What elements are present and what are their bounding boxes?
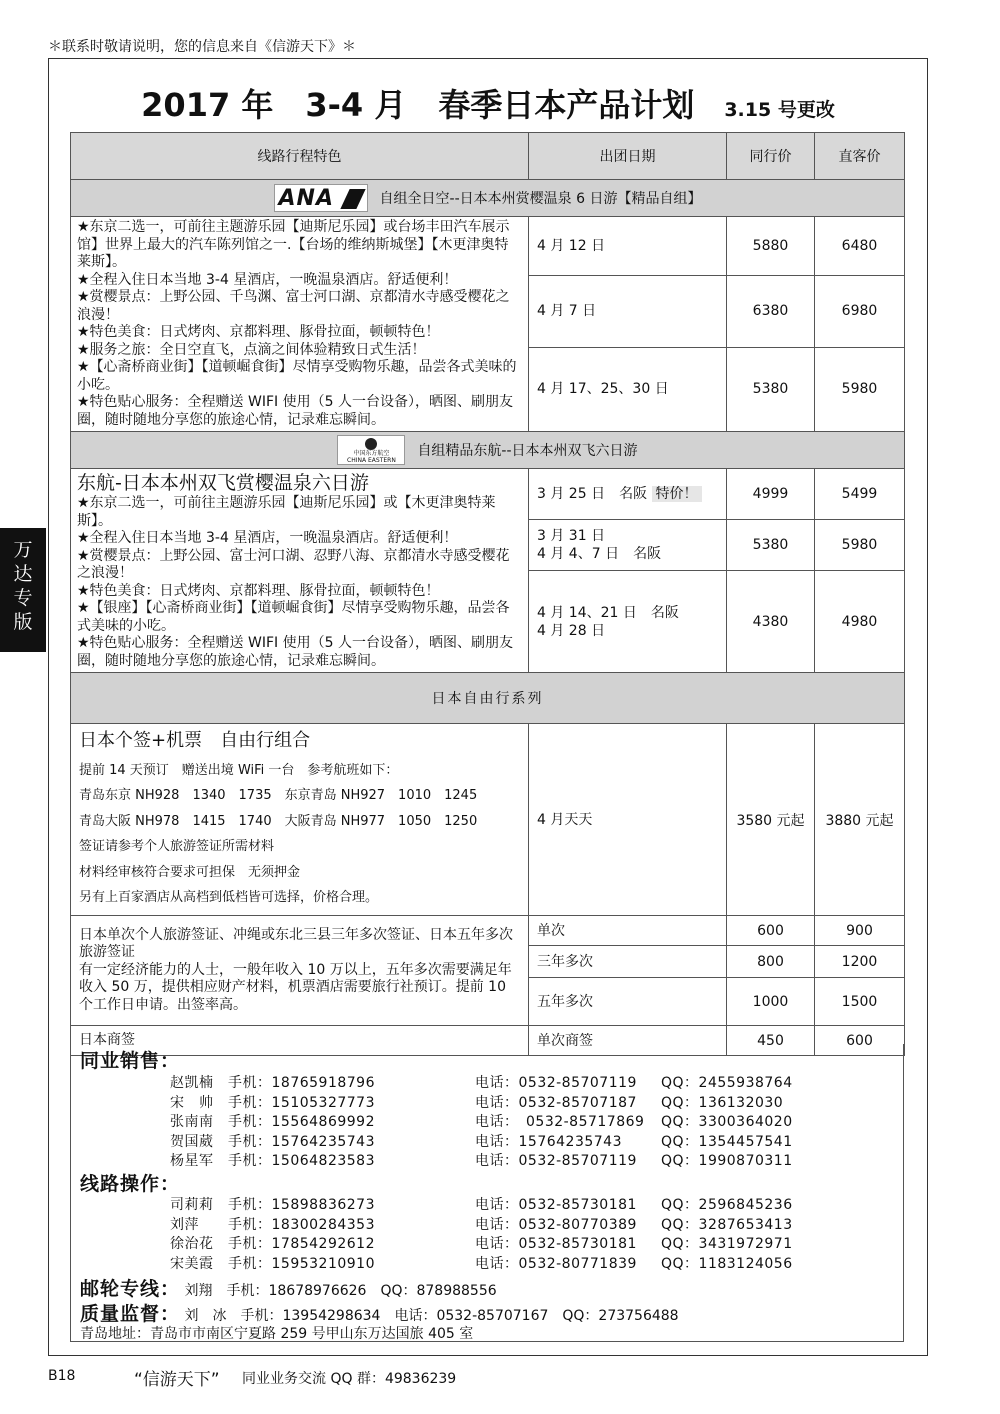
list-item: ★【银座】【心斋桥商业街】【道顿崛食街】尽情享受购物乐趣，品尝各式美味的小吃。 bbox=[77, 600, 510, 634]
visa-desc-2: 有一定经济能力的人士，一般年收入 10 万以上，五年多次需要满足年收入 50 万，提供相应财产材料，机票酒店需要旅行社预订。提前 10 个工作日申请。出签率高。 bbox=[79, 961, 512, 1013]
contact-row: 张南南 手机：15564869992 电话： 0532-85717869 QQ：3300364020 bbox=[170, 1114, 793, 1130]
table-row bbox=[71, 724, 905, 916]
ce-retail-2: 5980 bbox=[815, 520, 905, 571]
ana-trade-3: 5380 bbox=[727, 347, 815, 431]
special-price-tag: 特价！ bbox=[652, 486, 702, 502]
title-text: 2017 年 3-4 月 春季日本产品计划 bbox=[141, 86, 695, 124]
ops-title: 线路操作： bbox=[80, 1173, 181, 1195]
list-item: ★服务之旅：全日空直飞，点滴之间体验精致日式生活！ bbox=[77, 341, 426, 358]
visa-details bbox=[71, 916, 529, 1026]
free-date: 4 月天天 bbox=[529, 724, 727, 916]
contact-row: 贺国葳 手机：15764235743 电话：15764235743 QQ：1354457541 bbox=[170, 1133, 793, 1150]
table-row bbox=[71, 217, 905, 276]
ce-date-3: 4 月 14、21 日 名阪 4 月 28 日 bbox=[529, 571, 727, 673]
list-item: ★【心斋桥商业街】【道顿崛食街】尽情享受购物乐趣，品尝各式美味的小吃。 bbox=[77, 359, 517, 393]
quality-line: 质量监督： 刘 冰 手机：13954298634 电话：0532-85707167 QQ：273756488 bbox=[80, 1303, 679, 1325]
cruise-line: 邮轮专线： 刘翔 手机：18678976626 QQ：878988556 bbox=[80, 1278, 497, 1300]
list-item: ★东京二选一，可前往主题游乐园【迪斯尼乐园】或【木更津奥特莱斯】。 bbox=[77, 495, 496, 529]
ana-trade-1: 5880 bbox=[727, 217, 815, 276]
col-route: 线路行程特色 bbox=[71, 133, 529, 180]
visa-retail-1: 900 bbox=[815, 916, 905, 946]
visa-trade-2: 800 bbox=[727, 946, 815, 978]
ce-trade-3: 4380 bbox=[727, 571, 815, 673]
list-item: ★特色美食：日式烤肉、京都料理、豚骨拉面，顿顿特色！ bbox=[77, 324, 440, 340]
contact-row: 赵凯楠 手机：18765918796 电话：0532-85707119 QQ：2455938764 bbox=[170, 1075, 793, 1091]
contact-row: 宋 帅 手机：15105327773 电话：0532-85707187 QQ：136132030 bbox=[170, 1094, 784, 1111]
ce-retail-1: 5499 bbox=[815, 469, 905, 520]
ana-date-2: 4 月 7 日 bbox=[529, 276, 727, 348]
list-item: ★东京二选一，可前往主题游乐园【迪斯尼乐园】或台场丰田汽车展示馆】世界上最大的汽车陈列馆之一.【台场的维纳斯城堡】【木更津奥特莱斯】。 bbox=[77, 219, 510, 270]
ce-features bbox=[71, 469, 529, 673]
product-table bbox=[70, 132, 905, 1056]
ana-features bbox=[71, 217, 529, 432]
list-item: 青岛东京 NH928 1340 1735 东京青岛 NH927 1010 1245 bbox=[79, 788, 478, 804]
page-title bbox=[48, 80, 928, 126]
business-visa-retail: 600 bbox=[815, 1026, 905, 1056]
list-item: 签证请参考个人旅游签证所需材料 bbox=[79, 839, 275, 855]
ce-band-title: 自组精品东航--日本本州双飞六日游 bbox=[417, 443, 638, 459]
contact-row: 杨星军 手机：15064823583 电话：0532-85707119 QQ：1990870311 bbox=[170, 1153, 793, 1169]
sales-title: 同业销售： bbox=[80, 1050, 181, 1072]
list-item: 青岛大阪 NH978 1415 1740 大阪青岛 NH977 1050 1250 bbox=[79, 813, 478, 829]
address: 青岛地址：青岛市市南区宁夏路 259 号甲山东万达国旅 405 室 bbox=[80, 1326, 474, 1342]
visa-type-2: 三年多次 bbox=[529, 946, 727, 978]
ce-trade-1: 4999 bbox=[727, 469, 815, 520]
col-retail-price: 直客价 bbox=[815, 133, 905, 180]
ce-trade-2: 5380 bbox=[727, 520, 815, 571]
china-eastern-logo: 中国东方航空 CHINA EASTERN bbox=[337, 435, 405, 465]
business-visa-trade: 450 bbox=[727, 1026, 815, 1056]
table-row bbox=[71, 469, 905, 520]
business-visa-type: 单次商签 bbox=[529, 1026, 727, 1056]
page-number: B18 bbox=[48, 1368, 76, 1384]
list-item: ★赏樱景点：上野公园、千鸟渊、富士河口湖、京都清水寺感受樱花之浪漫！ bbox=[77, 289, 510, 323]
list-item: ★特色美食：日式烤肉、京都料理、豚骨拉面，顿顿特色！ bbox=[77, 582, 440, 599]
list-item: 另有上百家酒店从高档到低档皆可选择，价格合理。 bbox=[79, 890, 379, 906]
list-item: ★全程入住日本当地 3-4 星酒店，一晚温泉酒店。舒适便利！ bbox=[77, 271, 458, 288]
col-trade-price: 同行价 bbox=[727, 133, 815, 180]
list-item: 提前 14 天预订 赠送出境 WiFi 一台 参考航班如下： bbox=[79, 763, 399, 778]
free-travel-details bbox=[71, 724, 529, 916]
business-visa-label: 日本商签 bbox=[71, 1026, 529, 1056]
ana-trade-2: 6380 bbox=[727, 276, 815, 348]
ana-retail-1: 6480 bbox=[815, 217, 905, 276]
header-note: ＊联系时敬请说明，您的信息来自《信游天下》＊ bbox=[48, 39, 356, 55]
ana-retail-3: 5980 bbox=[815, 347, 905, 431]
ana-retail-2: 6980 bbox=[815, 276, 905, 348]
visa-trade-1: 600 bbox=[727, 916, 815, 946]
free-travel-band bbox=[71, 673, 905, 724]
list-item: ★全程入住日本当地 3-4 星酒店，一晚温泉酒店。舒适便利！ bbox=[77, 530, 458, 546]
contact-row: 徐治花 手机：17854292612 电话：0532-85730181 QQ：3431972971 bbox=[170, 1236, 793, 1252]
ce-date-1: 3 月 25 日 名阪 特价！ bbox=[529, 469, 727, 520]
table-row bbox=[71, 916, 905, 946]
free-trade: 3580 元起 bbox=[727, 724, 815, 916]
visa-desc-1: 日本单次个人旅游签证、冲绳或东北三县三年多次签证、日本五年多次旅游签证 bbox=[79, 926, 513, 961]
side-label: 万 达 专 版 bbox=[0, 528, 46, 652]
footer-qq-group: 同业业务交流 QQ 群：49836239 bbox=[242, 1371, 457, 1387]
ana-date-1: 4 月 12 日 bbox=[529, 217, 727, 276]
contact-row: 刘萍 手机：18300284353 电话：0532-80770389 QQ：3287653413 bbox=[170, 1216, 793, 1233]
free-travel-title: 日本自由行系列 bbox=[71, 673, 905, 724]
ana-logo: ANA bbox=[274, 184, 368, 212]
ce-heading: 东航-日本本州双飞赏樱温泉六日游 bbox=[77, 472, 369, 494]
ana-date-3: 4 月 17、25、30 日 bbox=[529, 347, 727, 431]
visa-retail-2: 1200 bbox=[815, 946, 905, 978]
visa-type-1: 单次 bbox=[529, 916, 727, 946]
ana-band-title: 自组全日空--日本本州赏樱温泉 6 日游【精品自组】 bbox=[379, 191, 702, 207]
ce-band bbox=[71, 432, 905, 469]
list-item: ★特色贴心服务：全程赠送 WIFI 使用（5 人一台设备），晒图、刷朋友圈，随时随地分享您的旅途心情，记录难忘瞬间。 bbox=[77, 635, 513, 669]
visa-retail-3: 1500 bbox=[815, 978, 905, 1026]
ce-date-2: 3 月 31 日 4 月 4、7 日 名阪 bbox=[529, 520, 727, 571]
ce-retail-3: 4980 bbox=[815, 571, 905, 673]
free-heading: 日本个签+机票 自由行组合 bbox=[79, 730, 311, 751]
contact-row: 宋美霞 手机：15953210910 电话：0532-80771839 QQ：1183124056 bbox=[170, 1255, 793, 1272]
footer-brand: “信游天下” bbox=[134, 1370, 220, 1390]
visa-trade-3: 1000 bbox=[727, 978, 815, 1026]
list-item: 材料经审核符合要求可担保 无须押金 bbox=[79, 864, 301, 880]
list-item: ★特色贴心服务：全程赠送 WIFI 使用（5 人一台设备），晒图、刷朋友圈，随时随地分享您的旅途心情，记录难忘瞬间。 bbox=[77, 394, 513, 428]
ana-band bbox=[71, 180, 905, 217]
list-item: ★赏樱景点：上野公园、富士河口湖、忍野八海、京都清水寺感受樱花之浪漫！ bbox=[77, 547, 510, 581]
free-retail: 3880 元起 bbox=[815, 724, 905, 916]
update-note: 3.15 号更改 bbox=[724, 99, 835, 121]
visa-type-3: 五年多次 bbox=[529, 978, 727, 1026]
contact-row: 司莉莉 手机：15898836273 电话：0532-85730181 QQ：2596845236 bbox=[170, 1197, 793, 1213]
col-date: 出团日期 bbox=[529, 133, 727, 180]
table-header bbox=[71, 133, 905, 180]
